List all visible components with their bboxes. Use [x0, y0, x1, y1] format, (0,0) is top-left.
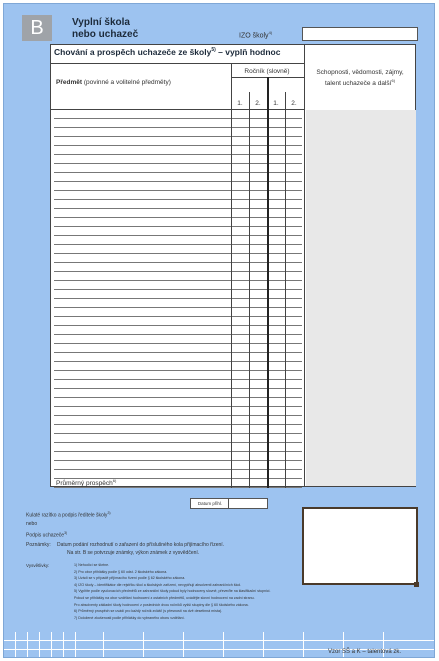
footer-cell	[40, 641, 52, 650]
izo-field[interactable]	[302, 27, 418, 41]
school-title-line2: nebo uchazeč	[72, 29, 139, 40]
footer-cell	[52, 650, 64, 658]
year-3-header: 1.	[273, 100, 279, 107]
table-row[interactable]	[54, 461, 302, 470]
table-row[interactable]	[54, 290, 302, 299]
footer-cell	[28, 641, 40, 650]
table-row[interactable]	[54, 389, 302, 398]
table-row[interactable]	[54, 308, 302, 317]
signature-line-2: nebo	[26, 521, 38, 527]
abilities-field[interactable]	[306, 110, 416, 486]
average-grade-label: Průměrný prospěch$^{6)}$	[56, 478, 117, 488]
table-row[interactable]	[54, 344, 302, 353]
col-divider	[304, 44, 305, 487]
col-divider	[267, 77, 269, 488]
section-badge: B	[22, 15, 52, 41]
date-label: Datum přihl.	[190, 498, 230, 509]
col-divider	[285, 92, 286, 488]
explanations-list	[74, 562, 270, 621]
table-row[interactable]	[54, 362, 302, 371]
footer-cell	[4, 641, 16, 650]
explanation-item: 5) Vyplňte podle vyučovacích předmětů ze zahraniční školy pokud byly hodnoceny slovně, převeďte na klasifikační stupnici.	[74, 589, 271, 594]
table-row[interactable]	[54, 191, 302, 200]
table-row[interactable]	[54, 272, 302, 281]
explanation-item: 2) Pro obor přihlášky podle § 60 odst. 2 školského zákona.	[74, 569, 168, 574]
footer-cell	[4, 650, 16, 658]
footer-cell	[224, 650, 264, 658]
footer-cell	[76, 641, 104, 650]
table-row[interactable]	[54, 326, 302, 335]
footer-cell	[144, 632, 184, 641]
table-row[interactable]	[54, 119, 302, 128]
table-row[interactable]	[54, 299, 302, 308]
footer-cell	[304, 632, 344, 641]
table-row[interactable]	[54, 182, 302, 191]
footer-cell	[344, 632, 384, 641]
year-1-header: 1.	[237, 100, 243, 107]
table-row[interactable]	[54, 155, 302, 164]
table-row[interactable]	[54, 434, 302, 443]
title-divider	[50, 63, 305, 64]
footer-cell	[28, 632, 40, 641]
footer-text: Vzor SŠ a K – talentová zk.	[328, 649, 402, 655]
table-row[interactable]	[54, 353, 302, 362]
explanation-item: 6) Průměrný prospěch se uvádí pro každý ročník zvlášť (s přesností na dvě desetinná místa).	[74, 609, 223, 614]
footer-cell	[40, 650, 52, 658]
signature-line-3: Podpis uchazeče$^{3)}$	[26, 531, 68, 539]
table-row[interactable]	[54, 146, 302, 155]
footer-cell	[184, 632, 224, 641]
explanation-item: Pokud se přihlášky na obor vzdělání hodnocení z ostatních předmětů, uvádějte slovní hodnocení na zadní stranu.	[74, 595, 255, 600]
footer-cell	[4, 632, 16, 641]
year-2-header: 2.	[255, 100, 261, 107]
explanation-item: 4) IZO školy – identifikátor dle rejstříku škol a školských zařízení, nevyplňují absolventi zahraničních škol.	[74, 582, 242, 587]
col-divider	[249, 92, 250, 488]
table-row[interactable]	[54, 218, 302, 227]
table-row[interactable]	[54, 335, 302, 344]
col-divider	[231, 63, 232, 488]
footer-cell	[384, 632, 435, 641]
footer-cell	[224, 632, 264, 641]
date-field[interactable]	[228, 498, 268, 509]
table-row[interactable]	[54, 281, 302, 290]
table-row[interactable]	[54, 317, 302, 326]
footer-cell	[52, 641, 64, 650]
table-row[interactable]	[54, 164, 302, 173]
explanation-item: 1) Nehodící se škrtne.	[74, 563, 110, 567]
footer-cell	[16, 650, 28, 658]
table-row[interactable]	[54, 443, 302, 452]
resize-handle[interactable]	[414, 582, 419, 587]
table-row[interactable]	[54, 263, 302, 272]
footer-cell	[76, 632, 104, 641]
footer-cell	[264, 641, 304, 650]
footer-cell	[64, 650, 76, 658]
footer-cell	[104, 650, 144, 658]
signature-line-1: Kulaté razítko a podpis ředitele školy$^{3)}$	[26, 511, 111, 519]
grades-table-title: Chování a prospěch uchazeče ze školy$^{5)}$ – vyplň hodnoc	[54, 47, 281, 57]
footer-cell	[64, 632, 76, 641]
year-4-header: 2.	[291, 100, 297, 107]
note-text-2: Na str. B se potvrzuje známky, výkon známek z vysvědčení.	[67, 550, 200, 556]
footer-cell	[264, 632, 304, 641]
note-text: Datum podání rozhodnutí o zařazení do příslušného kola přijímacího řízení.	[57, 542, 225, 548]
table-row[interactable]	[54, 137, 302, 146]
footer-cell	[76, 650, 104, 658]
footer-cell	[16, 632, 28, 641]
subject-column-header: Předmět (povinné a volitelné předměty)	[56, 79, 171, 86]
table-row[interactable]	[54, 173, 302, 182]
footer-cell	[184, 650, 224, 658]
explanation-item: Pro absolventy základní školy hodnocení z posledních dvou ročníků vyšší skupiny dle § 60 školského zákona.	[74, 602, 249, 607]
grades-grid	[54, 110, 302, 488]
footer-cell	[104, 641, 144, 650]
school-title	[72, 17, 138, 41]
footer-cell	[40, 632, 52, 641]
explanation-item: 7) Doložené zkušenosti podle přihlášky do vybraného oboru vzdělání.	[74, 615, 185, 620]
form-sheet	[3, 3, 435, 658]
table-row[interactable]	[54, 209, 302, 218]
footer-cell	[224, 641, 264, 650]
table-row[interactable]	[54, 398, 302, 407]
note-label: Poznámky:	[26, 542, 51, 548]
table-row[interactable]	[54, 452, 302, 461]
footer-cell	[144, 641, 184, 650]
footer-cell	[52, 632, 64, 641]
table-row[interactable]	[54, 227, 302, 236]
footer-cell	[144, 650, 184, 658]
table-row[interactable]	[54, 371, 302, 380]
footer-cell	[64, 641, 76, 650]
rocnik-header: Ročník (slovně)	[244, 68, 290, 75]
table-row[interactable]	[54, 110, 302, 119]
izo-label: IZO školy$^{4)}$	[239, 30, 273, 40]
table-row[interactable]	[54, 236, 302, 245]
table-row[interactable]	[54, 380, 302, 389]
table-row[interactable]	[54, 128, 302, 137]
table-row[interactable]	[54, 200, 302, 209]
footer-cell	[184, 641, 224, 650]
table-row[interactable]	[54, 245, 302, 254]
explanations-label: Vysvětlivky:	[26, 563, 50, 568]
table-row[interactable]	[54, 416, 302, 425]
table-row[interactable]	[54, 254, 302, 263]
explanation-item: 3) Uvádí se v případě přijímacího řízení podle § 62 školského zákona.	[74, 576, 186, 581]
abilities-header: Schopnosti, vědomosti, zájmy, talent uchazeče a další$^{6)}$	[316, 69, 404, 88]
table-row[interactable]	[54, 425, 302, 434]
footer-cell	[104, 632, 144, 641]
footer-cell	[264, 650, 304, 658]
school-title-line1: Vyplní škola	[72, 17, 130, 28]
footer-cell	[28, 650, 40, 658]
footer-cell	[16, 641, 28, 650]
stamp-signature-box[interactable]	[302, 507, 418, 585]
table-row[interactable]	[54, 407, 302, 416]
